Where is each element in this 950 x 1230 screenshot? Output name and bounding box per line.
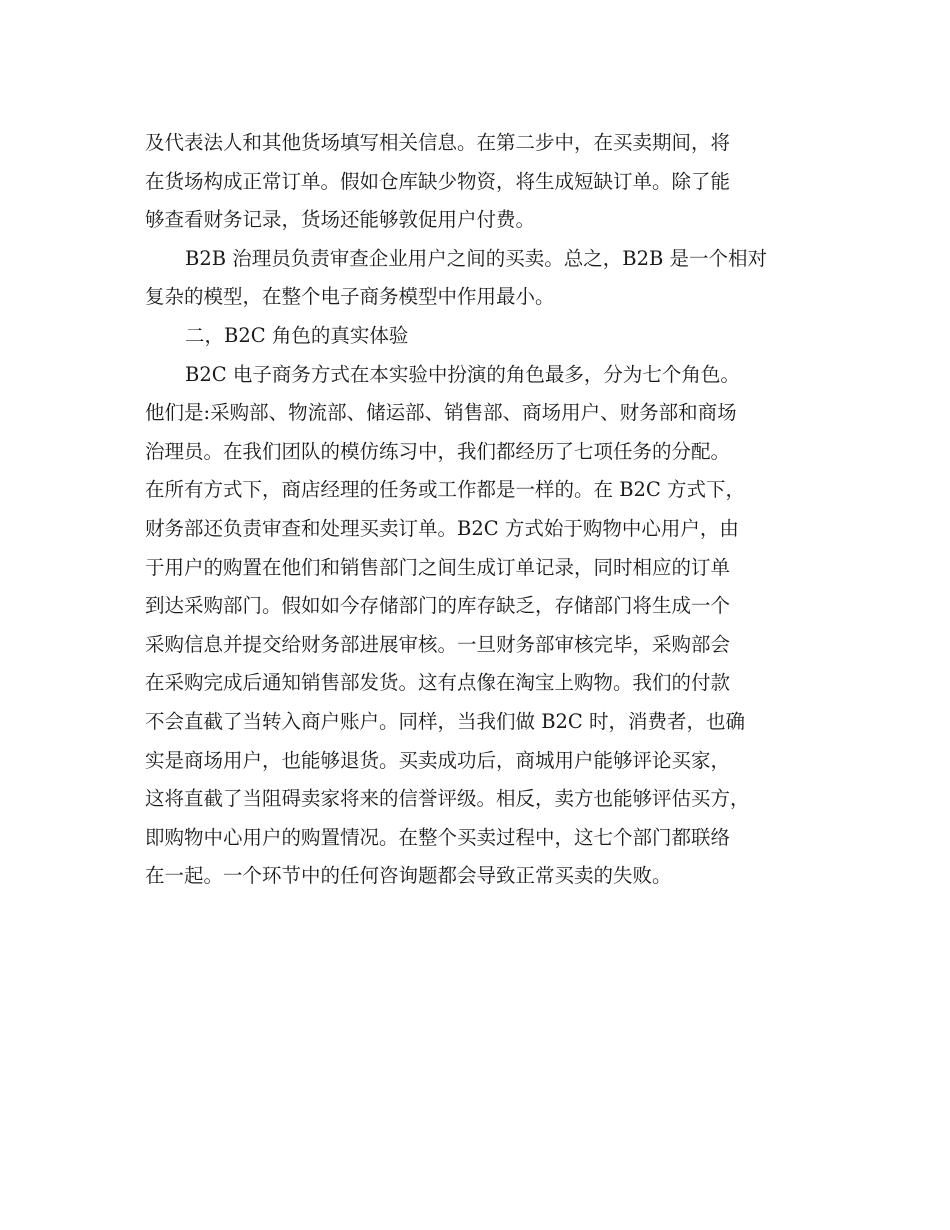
text-line: 到达采购部门。假如如今存储部门的库存缺乏，存储部门将生成一个 — [145, 594, 731, 618]
text-line: 治理员。在我们团队的模仿练习中，我们都经历了七项任务的分配。 — [145, 439, 731, 463]
text-line: 实是商场用户，也能够退货。买卖成功后，商城用户能够评论买家， — [145, 748, 731, 772]
text-line: 不会直截了当转入商户账户。同样，当我们做 B2C 时，消费者，也确 — [145, 709, 746, 733]
text-line: 在一起。一个环节中的任何咨询题都会导致正常买卖的失败。 — [145, 864, 672, 888]
text-line: 于用户的购置在他们和销售部门之间生成订单记录，同时相应的订单 — [145, 555, 731, 579]
text-line: 在采购完成后通知销售部发货。这有点像在淘宝上购物。我们的付款 — [145, 671, 731, 695]
document-body — [145, 124, 813, 896]
text-line: 即购物中心用户的购置情况。在整个买卖过程中，这七个部门都联络 — [145, 825, 731, 849]
text-line: 够查看财务记录，货场还能够敦促用户付费。 — [145, 208, 536, 232]
text-line: 在所有方式下，商店经理的任务或工作都是一样的。在 B2C 方式下， — [145, 478, 746, 502]
text-line: B2B 治理员负责审查企业用户之间的买卖。总之，B2B 是一个相对 — [185, 246, 768, 270]
text-line: 他们是:采购部、物流部、储运部、销售部、商场用户、财务部和商场 — [145, 401, 737, 425]
text-line: 在货场构成正常订单。假如仓库缺少物资，将生成短缺订单。除了能 — [145, 169, 731, 193]
text-line: B2C 电子商务方式在本实验中扮演的角色最多，分为七个角色。 — [185, 362, 740, 386]
text-line: 采购信息并提交给财务部进展审核。一旦财务部审核完毕，采购部会 — [145, 632, 731, 656]
section-heading: 二，B2C 角色的真实体验 — [185, 323, 409, 347]
text-line: 及代表法人和其他货场填写相关信息。在第二步中，在买卖期间，将 — [145, 131, 731, 154]
text-line: 复杂的模型，在整个电子商务模型中作用最小。 — [145, 285, 555, 309]
text-line: 这将直截了当阻碍卖家将来的信誉评级。相反，卖方也能够评估买方， — [145, 787, 750, 811]
text-line: 财务部还负责审查和处理买卖订单。B2C 方式始于购物中心用户，由 — [145, 516, 739, 540]
